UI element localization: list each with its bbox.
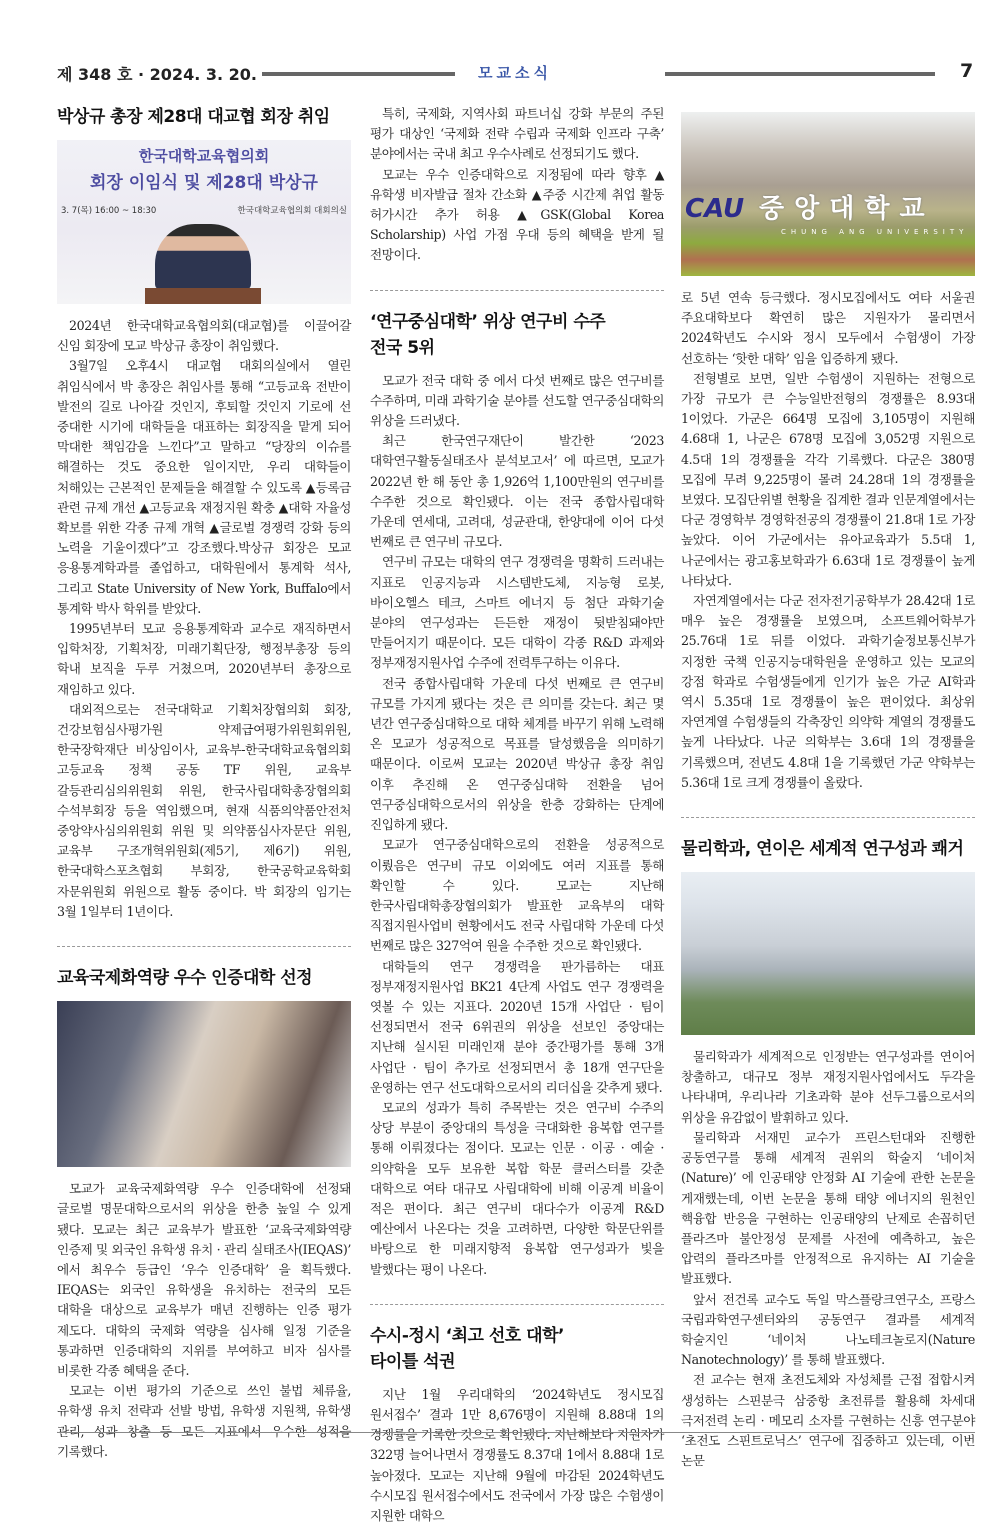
- issue-date: 제 348 호 · 2024. 3. 20.: [57, 65, 257, 84]
- article-title: ‘연구중심대학’ 위상 연구비 수주: [370, 311, 606, 332]
- paragraph: 특히, 국제화, 지역사회 파트너십 강화 부문의 주된 평가 대상인 ‘국제화 전략 수립과 국제화 인프라 구축’ 분야에서는 국내 최고 우수사례로 선정되기도 했다.: [370, 106, 664, 162]
- banner-text: 회장 이임식 및 제28대 박상규: [90, 173, 318, 193]
- paragraph: 대학들의 연구 경쟁력을 판가름하는 대표 정부재정지원사업 BK21 4단계 사업도 연구 경쟁력을 엿볼 수 있는 지표다. 2020년 15개 사업단 · 팀이 선정되면서 전국 6위권의 위상을 선보인 중앙대는 지난해 실시된 미래인재 분야 중간평가를 통해 3개 사업단 · 팀이 추가로 선정되면서 총 18개 연구단을 운영하는 연구 선도대학으로서의 리더십을 갖추게 됐다.: [370, 958, 664, 1095]
- article-body: [681, 288, 975, 793]
- article-body: [57, 316, 351, 922]
- building-photo: [681, 872, 975, 1035]
- speaker-figure: [155, 224, 251, 290]
- article-body: [370, 1385, 664, 1526]
- header-rule: [665, 72, 935, 76]
- campus-sign-photo: [681, 112, 975, 276]
- footer-rule: [57, 1432, 975, 1433]
- paragraph: 연구비 규모는 대학의 연구 경쟁력을 명확히 드러내는 지표로 인공지능과 시스템반도체, 지능형 로봇, 바이오헬스 테크, 스마트 에너지 등 첨단 과학기술 분야의 연구성과는 든든한 재정이 뒷받침돼야만 만들어지기 때문이다. 모든 대학이 각종 R&D 과제와 정부재정지원사업 수주에 전력투구하는 이유다.: [370, 554, 664, 671]
- paragraph: 대외적으로는 전국대학교 기획처장협의회 회장, 건강보험심사평가원 약제급여평가위원회위원, 한국장학재단 비상임이사, 교육부-한국대학교육협의회 고등교육 정책 공동 TF 위원, 교육부 갈등관리심의위원회 위원, 한국사립대학총장협의회 수석부회장 등을 역임했으며, 현재 식품의약품안전처 중앙약사심의위원회 위원 및 의약품심사자문단 위원, 교육부 구조개혁위원회(제5기, 제6기) 위원, 한국대학스포츠협회 부회장, 한국공학교육학회 자문위원회 위원으로 활동 중이다. 박 회장의 임기는 3월 1일부터 1년이다.: [57, 701, 351, 919]
- banner-text: 한국대학교육협의회: [138, 147, 270, 165]
- paragraph: 로 5년 연속 등극했다. 정시모집에서도 여타 서울권 주요대학보다 확연히 많은 지원자가 몰리면서 2024학년도 수시와 정시 모두에서 수험생이 가장 선호하는 ‘핫한 대학’ 임을 입증하게 됐다.: [681, 290, 975, 366]
- paragraph: 전국 종합사립대학 가운데 다섯 번째로 큰 연구비 규모를 가지게 됐다는 것은 큰 의미를 갖는다. 최근 몇 년간 연구중심대학으로 대학 체계를 바꾸기 위해 노력해 온 모교가 성공적으로 목표를 달성했음을 의미하기 때문이다. 이로써 모교는 2020년 박상규 총장 취임 이후 추진해 온 연구중심대학 전환을 넘어 연구중심대학으로서의 위상을 한층 강화하는 단계에 진입하게 됐다.: [370, 675, 664, 833]
- divider: [57, 946, 351, 947]
- column-3: [681, 112, 975, 1471]
- paragraph: 전형별로 보면, 일반 수험생이 지원하는 전형으로 가장 규모가 큰 수능일반전형의 경쟁률은 8.93대 1이었다. 가군은 664명 모집에 3,105명이 지원해 4.68대 1, 나군은 678명 모집에 3,052명 지원으로 4.5대 1의 경쟁률을 각각 기록했다. 다군은 380명 모집에 무려 9,225명이 몰려 24.28대 1의 경쟁률을 보였다. 모집단위별 현황을 집계한 결과 인문계열에서는 다군 경영학부 경영학전공의 경쟁률이 21.8대 1로 가장 높았다. 이어 가군에서는 유아교육과가 5.5대 1, 나군에서는 광고홍보학과가 6.63대 1로 경쟁률이 높게 나타났다.: [681, 370, 975, 588]
- divider: [681, 817, 975, 818]
- page-number: 7: [960, 60, 974, 82]
- article-body: [370, 371, 664, 1280]
- podium: [145, 288, 261, 304]
- paragraph: 3월7일 오후4시 대교협 대회의실에서 열린 취임식에서 박 총장은 취임사를 통해 “고등교육 전반이 발전의 길로 나아갈 것인지, 후퇴할 것인지 기로에 선 중대한 시기에 대학들을 대표하는 회장직을 맡게 되어 막대한 책임감을 느낀다”고 말하고 “당장의 이슈를 해결하는 것도 중요한 일이지만, 우리 대학들이 처해있는 근본적인 문제들을 해결할 수 있도록 ▲등록금 관련 규제 개선 ▲고등교육 재정지원 확충 ▲대학 자율성 확보를 위한 각종 규제 개혁 ▲글로벌 경쟁력 강화 등의 노력을 기울이겠다”고 강조했다.박상규 회장은 모교 응용통계학과를 졸업하고, 대학원에서 통계학 석사, 그리고 State University of New York, Buffalo에서 통계학 박사 학위를 받았다.: [57, 358, 351, 616]
- article-title: 전국 5위: [370, 337, 435, 358]
- paragraph: 자연계열에서는 다군 전자전기공학부가 28.42대 1로 매우 높은 경쟁률을 보였으며, 소프트웨어학부가 25.76대 1로 뒤를 이었다. 과학기술정보통신부가 지정한 국책 인공지능대학원을 운영하고 있는 모교의 강점 학과로 수험생들에게 인기가 높은 가군 AI학과 역시 5.35대 1로 경쟁률이 높은 편이었다. 최상위 자연계열 수험생들의 각축장인 의약학 계열의 경쟁률도 높게 나타났다. 나군 의학부는 3.6대 1의 경쟁률을 기록했으며, 전년도 4.8대 1을 기록했던 가군 약학부는 5.36대 1로 크게 경쟁률이 올랐다.: [681, 593, 975, 790]
- paragraph: 물리학과 서재민 교수가 프린스턴대와 진행한 공동연구를 통해 세계적 권위의 학술지 ‘네이처(Nature)’ 에 인공태양 안정화 AI 기술에 관한 논문을 게재했는데, 이번 논문을 통해 태양 에너지의 원천인 핵융합 반응을 구현하는 인공태양의 난제로 손꼽히던 플라즈마 불안정성 문제를 사전에 예측하고, 높은 압력의 플라즈마를 안정적으로 유지하는 AI 기술을 발표했다.: [681, 1129, 975, 1287]
- article-title: 수시-정시 ‘최고 선호 대학’: [370, 1325, 564, 1346]
- header-rule: [262, 72, 455, 76]
- campus-sign-english: CHUNG ANG UNIVERSITY: [781, 228, 969, 236]
- article-body: [681, 1047, 975, 1471]
- section-title: 모교소식: [478, 64, 552, 82]
- article-title: 교육국제화역량 우수 인증대학 선정: [57, 968, 313, 989]
- banner-text: 한국대학교육협의회 대회의실: [237, 206, 347, 216]
- paragraph: 지난 1월 우리대학의 ‘2024학년도 정시모집 원서접수’ 결과 1만 8,676명이 지원해 8.88대 1의 경쟁률을 기록한 것으로 확인됐다. 지난해보다 지원자가 322명 늘어나면서 경쟁률도 8.37대 1에서 8.88대 1로 높아졌다. 모교는 지난해 9월에 마감된 2024학년도 수시모집 원서접수에서도 전국에서 가장 많은 수험생이 지원한 대학으: [370, 1386, 664, 1523]
- cau-logo: CAU: [685, 194, 745, 224]
- paragraph: 최근 한국연구재단이 발간한 ‘2023 대학연구활동실태조사 분석보고서’ 에 따르면, 모교가 2022년 한 해 동안 총 1,926억 1,100만원의 연구비를 수주한 것으로 확인됐다. 이는 전국 종합사립대학 가운데 연세대, 고려대, 성균관대, 한양대에 이어 다섯 번째로 큰 연구비 규모다.: [370, 433, 664, 550]
- banner-text: 3. 7(목) 16:00 ~ 18:30: [61, 206, 157, 216]
- paragraph: 모교가 연구중심대학으로의 전환을 성공적으로 이뤘음은 연구비 규모 이외에도 여러 지표를 통해 확인할 수 있다. 모교는 지난해 한국사립대학총장협의회가 발표한 교육부의 대학 직접지원사업비 현황에서도 전국 사립대학 가운데 다섯 번째로 많은 327억여 원을 수주한 것으로 확인됐다.: [370, 837, 664, 954]
- paragraph: 물리학과가 세계적으로 인정받는 연구성과를 연이어 창출하고, 대규모 정부 재정지원사업에서도 두각을 나타내며, 우리나라 기초과학 분야 선두그룹으로서의 위상을 유감없이 발휘하고 있다.: [681, 1049, 975, 1125]
- paragraph: 모교가 교육국제화역량 우수 인증대학에 선정돼 글로벌 명문대학으로서의 위상을 한층 높일 수 있게 됐다. 모교는 최근 교육부가 발표한 ‘교육국제화역량 인증제 및 외국인 유학생 유치 · 관리 실태조사(IEQAS)’ 에서 최우수 등급인 ‘우수 인증대학’ 을 획득했다. IEQAS는 외국인 유학생을 유치하는 전국의 모든 대학을 대상으로 교육부가 매년 진행하는 인증 평가 제도다. 대학의 국제화 역량을 심사해 일정 기준을 통과하면 인증대학의 지위를 부여하고 비자 심사를 비롯한 각종 혜택을 준다.: [57, 1181, 351, 1378]
- column-2: [370, 104, 664, 1526]
- column-1: [57, 104, 351, 1462]
- paragraph: 앞서 전건록 교수도 독일 막스플랑크연구소, 프랑스 국립과학연구센터와의 공동연구 결과를 세계적 학술지인 ‘네이처 나노테크놀로지(Nature Nanotechnology)’ 를 통해 발표했다.: [681, 1291, 975, 1368]
- paragraph: 모교는 이번 평가의 기준으로 쓰인 불법 체류율, 유학생 유치 전략과 선발 방법, 유학생 지원책, 유학생 관리, 성과 창출 등 모든 지표에서 우수한 성적을 기록했다.: [57, 1383, 351, 1459]
- article-title: 물리학과, 연이은 세계적 연구성과 쾌거: [681, 839, 964, 860]
- article-body: [57, 1179, 351, 1462]
- divider: [370, 290, 664, 291]
- paragraph: 전 교수는 현재 초전도체와 자성체를 근접 접합시켜 생성하는 스핀분극 삼중항 초전류를 활용해 차세대 극저전력 논리 · 메모리 소자를 구현하는 신흥 연구분야 ‘초전도 스핀트로닉스’ 연구에 집중하고 있는데, 이번 논문: [681, 1372, 975, 1469]
- paragraph: 2024년 한국대학교육협의회(대교협)를 이끌어갈 신임 회장에 모교 박상규 총장이 취임했다.: [57, 318, 351, 354]
- president-speech-photo: [57, 140, 351, 304]
- article-body: [370, 104, 664, 266]
- students-photo: [57, 1001, 351, 1167]
- divider: [370, 1304, 664, 1305]
- paragraph: 모교의 성과가 특히 주목받는 것은 연구비 수주의 상당 부분이 중앙대의 특성을 극대화한 융복합 연구를 통해 이뤄졌다는 점이다. 모교는 인문 · 이공 · 예술 · 의약학을 모두 보유한 복합 학문 클러스터를 갖춘 대학으로 여타 대규모 사립대학에 비해 이공계 비율이 적은 편이다. 최근 연구비 대다수가 이공계 R&D 예산에서 나온다는 것을 고려하면, 다양한 학문단위를 바탕으로 한 미래지향적 융복합 연구성과가 빛을 발했다는 평이 나온다.: [370, 1099, 664, 1277]
- article-title: 타이틀 석권: [370, 1351, 456, 1372]
- paragraph: 1995년부터 모교 응용통계학과 교수로 재직하면서 입학처장, 기획처장, 미래기획단장, 행정부총장 등의 학내 보직을 두루 거쳤으며, 2020년부터 총장으로 재임하고 있다.: [57, 621, 351, 697]
- campus-sign: 중앙대학교: [759, 194, 935, 224]
- article-title: 박상규 총장 제28대 대교협 회장 취임: [57, 107, 330, 127]
- paragraph: 모교는 우수 인증대학으로 지정됨에 따라 향후 ▲유학생 비자발급 절차 간소화 ▲주중 시간제 취업 활동 허가시간 추가 허용 ▲GSK(Global Korea Scholarship) 사업 가점 우대 등의 혜택을 받게 될 전망이다.: [370, 166, 664, 263]
- paragraph: 모교가 전국 대학 중 에서 다섯 번째로 많은 연구비를 수주하며, 미래 과학기술 분야를 선도할 연구중심대학의 위상을 드러냈다.: [370, 372, 664, 429]
